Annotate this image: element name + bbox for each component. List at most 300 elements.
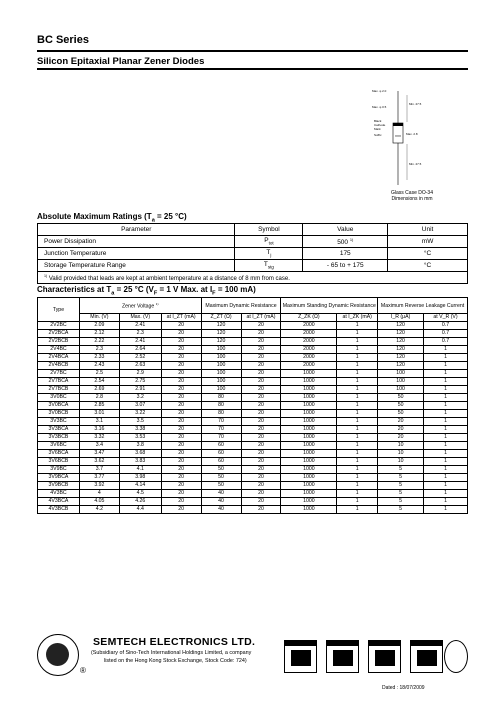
value-cell: 2.52 bbox=[119, 354, 161, 362]
value-cell: 2.69 bbox=[79, 386, 119, 394]
value-cell: 1 bbox=[337, 418, 378, 426]
header-dynamic: Maximum Dynamic Resistance bbox=[201, 298, 281, 314]
value-cell: 1 bbox=[424, 410, 468, 418]
sub-header-row bbox=[38, 314, 468, 322]
value-cell: 1000 bbox=[281, 458, 337, 466]
table-row bbox=[38, 418, 468, 426]
value-cell: 2.5 bbox=[79, 370, 119, 378]
value-cell: 1 bbox=[424, 474, 468, 482]
value-cell: 60 bbox=[201, 458, 241, 466]
type-cell: 3V6BC bbox=[38, 442, 80, 450]
value-cell: 2.3 bbox=[119, 330, 161, 338]
value-cell: 20 bbox=[241, 418, 281, 426]
type-cell: 3V9BC bbox=[38, 466, 80, 474]
type-cell: 3V6BCB bbox=[38, 458, 80, 466]
value-cell: 20 bbox=[161, 418, 201, 426]
table-row bbox=[38, 402, 468, 410]
value-cell: 20 bbox=[161, 450, 201, 458]
value-cell: 1 bbox=[424, 394, 468, 402]
unit-cell: °C bbox=[388, 248, 468, 260]
value-cell: 2.8 bbox=[79, 394, 119, 402]
value-cell: 120 bbox=[201, 322, 241, 330]
value-cell: 1 bbox=[337, 458, 378, 466]
subheader-ir: I_R (μA) bbox=[378, 314, 424, 322]
value-cell: 4.5 bbox=[119, 490, 161, 498]
unit-cell: °C bbox=[388, 260, 468, 272]
title-rule bbox=[37, 50, 468, 52]
value-cell: 40 bbox=[201, 498, 241, 506]
value-cell: 1000 bbox=[281, 386, 337, 394]
subheader-max: Max. (V) bbox=[119, 314, 161, 322]
certification-logo bbox=[326, 640, 359, 673]
subheader-vr: at V_R (V) bbox=[424, 314, 468, 322]
value-cell: 20 bbox=[241, 378, 281, 386]
value-cell: 1 bbox=[337, 482, 378, 490]
value-cell: 20 bbox=[161, 394, 201, 402]
value-cell: 20 bbox=[241, 362, 281, 370]
value-cell: 20 bbox=[241, 466, 281, 474]
value-cell: 2000 bbox=[281, 354, 337, 362]
value-cell: 120 bbox=[378, 362, 424, 370]
value-cell: 3.62 bbox=[79, 458, 119, 466]
type-cell: 4V3BCA bbox=[38, 498, 80, 506]
type-cell: 3V9BCA bbox=[38, 474, 80, 482]
value-cell: 2.91 bbox=[119, 386, 161, 394]
value-cell: 1 bbox=[424, 434, 468, 442]
value-cell: 4.26 bbox=[119, 498, 161, 506]
value-cell: 2000 bbox=[281, 330, 337, 338]
value-cell: 100 bbox=[378, 370, 424, 378]
value-cell: 5 bbox=[378, 466, 424, 474]
value-cell: 20 bbox=[378, 426, 424, 434]
table-row bbox=[38, 434, 468, 442]
value-cell: 120 bbox=[378, 322, 424, 330]
page-subtitle: Silicon Epitaxial Planar Zener Diodes bbox=[37, 56, 205, 67]
value-cell: 20 bbox=[161, 322, 201, 330]
value-cell: 3.16 bbox=[79, 426, 119, 434]
dim-lead-top: Min. 27.5 bbox=[409, 102, 422, 106]
value-cell: 20 bbox=[241, 482, 281, 490]
value-cell: 2000 bbox=[281, 346, 337, 354]
value-cell: 1000 bbox=[281, 370, 337, 378]
value-cell: 1 bbox=[337, 410, 378, 418]
value-cell: 10 bbox=[378, 450, 424, 458]
value-cell: 1 bbox=[337, 442, 378, 450]
type-cell: 2V2BCA bbox=[38, 330, 80, 338]
value-cell: 1 bbox=[424, 442, 468, 450]
value-cell: 1 bbox=[424, 506, 468, 514]
table-row bbox=[38, 506, 468, 514]
value-cell: 1 bbox=[424, 418, 468, 426]
value-cell: 1000 bbox=[281, 378, 337, 386]
value-cell: 3.8 bbox=[119, 442, 161, 450]
type-cell: 2V4BCA bbox=[38, 354, 80, 362]
label-black: Black bbox=[374, 119, 382, 123]
table-row bbox=[38, 362, 468, 370]
value-cell: 1 bbox=[424, 466, 468, 474]
value-cell: 100 bbox=[201, 386, 241, 394]
type-cell: 3V3BCB bbox=[38, 434, 80, 442]
type-cell: 3V9BCB bbox=[38, 482, 80, 490]
type-cell: 3V3BC bbox=[38, 418, 80, 426]
value-cell: 1 bbox=[337, 394, 378, 402]
value-cell: 1 bbox=[424, 378, 468, 386]
value-cell: 1000 bbox=[281, 474, 337, 482]
value-cell: 20 bbox=[241, 474, 281, 482]
value-cell: 1 bbox=[337, 434, 378, 442]
value-cell: 0.7 bbox=[424, 330, 468, 338]
value-cell: 1000 bbox=[281, 498, 337, 506]
value-cell: 3.5 bbox=[119, 418, 161, 426]
value-cell: 4.4 bbox=[119, 506, 161, 514]
characteristics-title: Characteristics at $T_a = 25$ °C ($V_F = 1$ V Max. at $I_F = 100$ mA) bbox=[37, 285, 256, 297]
value-cell: 20 bbox=[241, 426, 281, 434]
value-cell: 1000 bbox=[281, 490, 337, 498]
registered-mark: ® bbox=[80, 666, 86, 675]
value-cell: 20 bbox=[161, 346, 201, 354]
value-cell: 1 bbox=[337, 322, 378, 330]
value-cell: 1000 bbox=[281, 394, 337, 402]
certification-seal bbox=[444, 640, 468, 673]
value-cell: 100 bbox=[378, 378, 424, 386]
caption-line1: Glass Case DO-34 bbox=[391, 190, 433, 196]
value-cell: 120 bbox=[201, 338, 241, 346]
subheader-zzk: Z_ZK (Ω) bbox=[281, 314, 337, 322]
symbol-cell: $P_{tot}$ bbox=[235, 236, 303, 248]
value-cell: 20 bbox=[161, 426, 201, 434]
header-unit: Unit bbox=[388, 224, 468, 236]
abs-ratings-table bbox=[37, 223, 468, 284]
value-cell: 20 bbox=[161, 482, 201, 490]
value-cell: 1 bbox=[424, 346, 468, 354]
value-cell: 5 bbox=[378, 490, 424, 498]
value-cell: 20 bbox=[241, 354, 281, 362]
value-cell: 20 bbox=[161, 354, 201, 362]
value-cell: 100 bbox=[201, 354, 241, 362]
value-cell: 100 bbox=[201, 362, 241, 370]
value-cell: 20 bbox=[161, 362, 201, 370]
type-cell: 2V2BCB bbox=[38, 338, 80, 346]
dated-text: Dated : 18/07/2009 bbox=[382, 685, 425, 691]
value-cell: 20 bbox=[161, 338, 201, 346]
value-cell: 20 bbox=[161, 466, 201, 474]
table-row bbox=[38, 426, 468, 434]
value-cell: 3.07 bbox=[119, 402, 161, 410]
value-cell: 70 bbox=[201, 418, 241, 426]
subheader-izk: at I_ZK (mA) bbox=[337, 314, 378, 322]
value-cell: 100 bbox=[378, 386, 424, 394]
value-cell: 80 bbox=[201, 394, 241, 402]
value-cell: 2.12 bbox=[79, 330, 119, 338]
value-cell: 3.77 bbox=[79, 474, 119, 482]
value-cell: 10 bbox=[378, 442, 424, 450]
dim-body-len: Max. 2.8 bbox=[406, 132, 418, 136]
value-cell: 70 bbox=[201, 434, 241, 442]
dim-lead-bot: Min. 27.5 bbox=[409, 162, 422, 166]
value-cell: 4.1 bbox=[119, 466, 161, 474]
type-cell: 2V4BCB bbox=[38, 362, 80, 370]
value-cell: 1 bbox=[424, 354, 468, 362]
subheader-min: Min. (V) bbox=[79, 314, 119, 322]
value-cell: 1 bbox=[424, 482, 468, 490]
table-row bbox=[38, 442, 468, 450]
dim-body-dia: Max. φ 2.0 bbox=[372, 89, 387, 93]
value-cell: 2.41 bbox=[119, 322, 161, 330]
value-cell: 120 bbox=[201, 330, 241, 338]
subheader-zzt: Z_ZT (Ω) bbox=[201, 314, 241, 322]
param-cell: Storage Temperature Range bbox=[38, 260, 235, 272]
table-row bbox=[38, 370, 468, 378]
subheader-izt: at I_ZT (mA) bbox=[161, 314, 201, 322]
type-cell: 3V0BC bbox=[38, 394, 80, 402]
value-cell: 20 bbox=[241, 498, 281, 506]
value-cell: 20 bbox=[161, 490, 201, 498]
characteristics-body bbox=[38, 322, 468, 514]
value-cell: 5 bbox=[378, 506, 424, 514]
value-cell: 1 bbox=[424, 490, 468, 498]
series-title: BC Series bbox=[37, 34, 89, 46]
table-row bbox=[38, 322, 468, 330]
value-cell: 20 bbox=[241, 394, 281, 402]
label-cathode: Cathode bbox=[374, 123, 386, 127]
value-cell: 3.68 bbox=[119, 450, 161, 458]
value-cell: 20 bbox=[241, 506, 281, 514]
table-row bbox=[38, 386, 468, 394]
label-mark: Mark bbox=[374, 127, 381, 131]
value-cell: 1 bbox=[337, 450, 378, 458]
footnote-row bbox=[38, 272, 468, 284]
value-cell: 1 bbox=[424, 386, 468, 394]
company-subsidiary-line1: (Subsidiary of Sino-Tech International Holdings Limited, a company bbox=[91, 650, 252, 656]
value-cell: 2.54 bbox=[79, 378, 119, 386]
value-cell: 120 bbox=[378, 346, 424, 354]
type-cell: 2V2BC bbox=[38, 322, 80, 330]
value-cell: 3.38 bbox=[119, 426, 161, 434]
table-row bbox=[38, 490, 468, 498]
header-value: Value bbox=[303, 224, 388, 236]
header-zener: Zener Voltage $^{1)}$ bbox=[79, 298, 201, 314]
table-row bbox=[38, 338, 468, 346]
value-cell: 50 bbox=[378, 402, 424, 410]
header-parameter: Parameter bbox=[38, 224, 235, 236]
header-symbol: Symbol bbox=[235, 224, 303, 236]
value-cell: 20 bbox=[161, 458, 201, 466]
table-row bbox=[38, 458, 468, 466]
value-cell: 20 bbox=[241, 402, 281, 410]
value-cell: 60 bbox=[201, 442, 241, 450]
type-cell: 4V3BCB bbox=[38, 506, 80, 514]
value-cell: 1 bbox=[424, 458, 468, 466]
value-cell: 2.41 bbox=[119, 338, 161, 346]
table-row bbox=[38, 378, 468, 386]
value-cell: 100 bbox=[201, 378, 241, 386]
value-cell: 2.3 bbox=[79, 346, 119, 354]
value-cell: 20 bbox=[241, 490, 281, 498]
value-cell: 5 bbox=[378, 474, 424, 482]
value-cell: 3.32 bbox=[79, 434, 119, 442]
value-cell: 20 bbox=[161, 474, 201, 482]
company-logo bbox=[37, 634, 79, 676]
value-cell: 1000 bbox=[281, 482, 337, 490]
value-cell: 20 bbox=[161, 506, 201, 514]
value-cell: 2.63 bbox=[119, 362, 161, 370]
value-cell: 20 bbox=[241, 346, 281, 354]
value-cell: 1000 bbox=[281, 466, 337, 474]
value-cell: 70 bbox=[201, 426, 241, 434]
value-cell: 20 bbox=[241, 450, 281, 458]
value-cell: 120 bbox=[378, 354, 424, 362]
value-cell: 120 bbox=[378, 338, 424, 346]
value-cell: 3.7 bbox=[79, 466, 119, 474]
table-row bbox=[38, 450, 468, 458]
caption-line2: Dimensions in mm bbox=[391, 196, 433, 202]
certification-logo bbox=[284, 640, 317, 673]
value-cell: 2000 bbox=[281, 338, 337, 346]
header-type: Type bbox=[38, 298, 80, 322]
package-diagram bbox=[362, 85, 472, 200]
value-cell: 175 bbox=[303, 248, 388, 260]
value-cell: 4.05 bbox=[79, 498, 119, 506]
table-row bbox=[38, 482, 468, 490]
abs-ratings-title: Absolute Maximum Ratings ($T_a = 25$ °C) bbox=[37, 212, 187, 224]
value-cell: 20 bbox=[161, 402, 201, 410]
value-cell: 1 bbox=[337, 402, 378, 410]
value-cell: 1 bbox=[424, 362, 468, 370]
type-cell: 4V3BC bbox=[38, 490, 80, 498]
value-cell: 120 bbox=[378, 330, 424, 338]
value-cell: 20 bbox=[161, 498, 201, 506]
value-cell: 60 bbox=[201, 450, 241, 458]
company-subsidiary-line2: listed on the Hong Kong Stock Exchange, Stock Code: 724) bbox=[104, 658, 247, 664]
value-cell: 20 bbox=[161, 410, 201, 418]
value-cell: 1 bbox=[424, 498, 468, 506]
value-cell: 4.2 bbox=[79, 506, 119, 514]
footnote-cell: $^{1)}$ Valid provided that leads are kept at ambient temperature at a distance of 8 mm from case. bbox=[38, 272, 468, 284]
group-header-row bbox=[38, 298, 468, 314]
value-cell: 20 bbox=[241, 386, 281, 394]
value-cell: 1 bbox=[337, 506, 378, 514]
value-cell: 1000 bbox=[281, 426, 337, 434]
value-cell: 1 bbox=[337, 338, 378, 346]
value-cell: 5 bbox=[378, 482, 424, 490]
value-cell: 1 bbox=[337, 354, 378, 362]
value-cell: 500 $^{1)}$ bbox=[303, 236, 388, 248]
value-cell: 3.53 bbox=[119, 434, 161, 442]
table-row bbox=[38, 474, 468, 482]
value-cell: 2.64 bbox=[119, 346, 161, 354]
dim-lead-dia: Max. φ 0.5 bbox=[372, 105, 387, 109]
type-cell: 3V3BCA bbox=[38, 426, 80, 434]
type-cell: 2V7BCB bbox=[38, 386, 80, 394]
table-row bbox=[38, 354, 468, 362]
value-cell: 1000 bbox=[281, 506, 337, 514]
value-cell: 1 bbox=[337, 466, 378, 474]
type-cell: 3V6BCA bbox=[38, 450, 80, 458]
header-leakage: Maximum Reverse Leakage Current bbox=[378, 298, 468, 314]
label-suffix: Suffix bbox=[374, 133, 382, 137]
value-cell: 20 bbox=[161, 442, 201, 450]
value-cell: 2.9 bbox=[119, 370, 161, 378]
table-row bbox=[38, 394, 468, 402]
table-row bbox=[38, 410, 468, 418]
value-cell: 50 bbox=[201, 482, 241, 490]
value-cell: 1000 bbox=[281, 442, 337, 450]
value-cell: 3.47 bbox=[79, 450, 119, 458]
value-cell: 1 bbox=[424, 450, 468, 458]
value-cell: 1 bbox=[424, 370, 468, 378]
value-cell: 100 bbox=[201, 346, 241, 354]
value-cell: 20 bbox=[241, 330, 281, 338]
value-cell: 1000 bbox=[281, 410, 337, 418]
header-standing: Maximum Standing Dynamic Resistance bbox=[281, 298, 378, 314]
param-cell: Junction Temperature bbox=[38, 248, 235, 260]
table-row bbox=[38, 466, 468, 474]
value-cell: 2.85 bbox=[79, 402, 119, 410]
value-cell: 20 bbox=[241, 410, 281, 418]
value-cell: 1 bbox=[337, 386, 378, 394]
value-cell: 1 bbox=[337, 346, 378, 354]
value-cell: 50 bbox=[378, 410, 424, 418]
value-cell: 2.22 bbox=[79, 338, 119, 346]
value-cell: 20 bbox=[241, 338, 281, 346]
value-cell: 1 bbox=[424, 426, 468, 434]
type-cell: 3V0BCA bbox=[38, 402, 80, 410]
value-cell: 2.43 bbox=[79, 362, 119, 370]
value-cell: 10 bbox=[378, 458, 424, 466]
value-cell: 1 bbox=[337, 370, 378, 378]
type-cell: 2V7BCA bbox=[38, 378, 80, 386]
value-cell: 50 bbox=[378, 394, 424, 402]
value-cell: 0.7 bbox=[424, 322, 468, 330]
value-cell: 20 bbox=[241, 442, 281, 450]
value-cell: 1000 bbox=[281, 402, 337, 410]
value-cell: 20 bbox=[161, 434, 201, 442]
marking-code: XXX bbox=[395, 134, 402, 138]
type-cell: 2V4BC bbox=[38, 346, 80, 354]
value-cell: 20 bbox=[161, 370, 201, 378]
value-cell: 80 bbox=[201, 402, 241, 410]
diagram-caption bbox=[372, 190, 452, 202]
value-cell: 20 bbox=[378, 418, 424, 426]
type-cell: 2V7BC bbox=[38, 370, 80, 378]
value-cell: 3.4 bbox=[79, 442, 119, 450]
value-cell: 3.2 bbox=[119, 394, 161, 402]
value-cell: 4.14 bbox=[119, 482, 161, 490]
table-row bbox=[38, 236, 468, 248]
value-cell: 1 bbox=[337, 378, 378, 386]
value-cell: 20 bbox=[241, 370, 281, 378]
value-cell: 40 bbox=[201, 506, 241, 514]
value-cell: 20 bbox=[241, 322, 281, 330]
value-cell: 0.7 bbox=[424, 338, 468, 346]
value-cell: 1000 bbox=[281, 434, 337, 442]
value-cell: 4 bbox=[79, 490, 119, 498]
value-cell: 1 bbox=[337, 330, 378, 338]
value-cell: 2.75 bbox=[119, 378, 161, 386]
value-cell: 40 bbox=[201, 490, 241, 498]
value-cell: 3.98 bbox=[119, 474, 161, 482]
certification-logo bbox=[368, 640, 401, 673]
value-cell: 1 bbox=[337, 490, 378, 498]
value-cell: 20 bbox=[378, 434, 424, 442]
value-cell: 3.1 bbox=[79, 418, 119, 426]
symbol-cell: $T_j$ bbox=[235, 248, 303, 260]
value-cell: 20 bbox=[161, 386, 201, 394]
type-cell: 3V0BCB bbox=[38, 410, 80, 418]
value-cell: 50 bbox=[201, 474, 241, 482]
value-cell: 80 bbox=[201, 410, 241, 418]
value-cell: 1 bbox=[337, 474, 378, 482]
